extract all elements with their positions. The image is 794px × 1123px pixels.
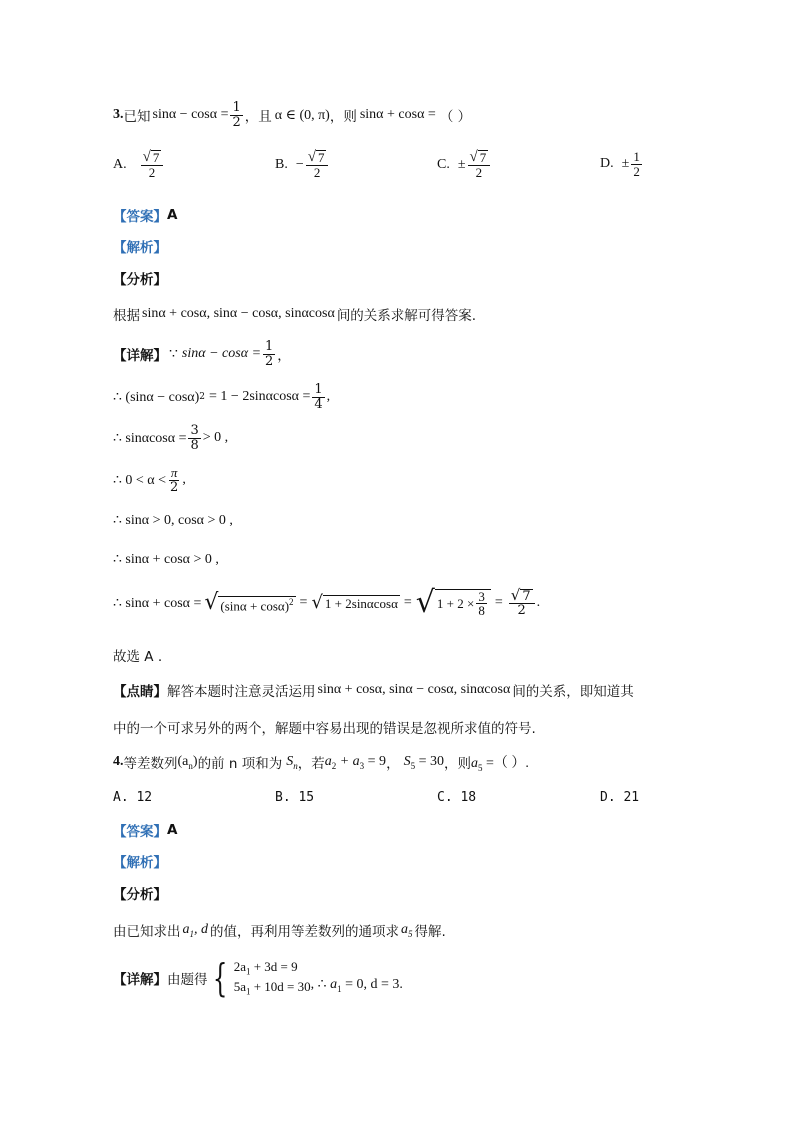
q3-option-b: [275, 150, 330, 180]
q3-because-symbol: ∵: [169, 346, 178, 362]
q3-option-c-num: √ 7: [468, 150, 491, 166]
q3-conclusion-text: 故选 A .: [113, 649, 163, 665]
q3-intro: 已知: [123, 109, 151, 126]
q3-option-c: [437, 150, 492, 180]
q4-eq2: $5a_1 + 10d = 30$: [233, 978, 311, 997]
q3-option-c-frac: [468, 150, 491, 180]
q3-fenxi-expr: sinα + cosα, sinα − cosα, sinαcosα: [142, 306, 335, 321]
q3-fenxi-pre: 根据: [113, 308, 140, 324]
q3-step-6-expr: ∴ sinα + cosα > 0 ,: [113, 552, 219, 567]
q3-option-b-sign: −: [295, 156, 304, 172]
q3-step-5-expr: ∴ sinα > 0, cosα > 0 ,: [113, 513, 233, 528]
q3-option-c-den: 2: [475, 165, 483, 180]
q3-ask-sep: ，则: [329, 109, 357, 126]
q3-step-7-eq-2: =: [403, 595, 412, 610]
left-brace-symbol: {: [212, 955, 227, 1000]
q3-fenxi-line: [113, 268, 167, 288]
q4-cond1: a: [324, 754, 332, 769]
q3-step-2-expr: ∴ (sinα − cosα): [113, 389, 200, 405]
q4-equation-system: [234, 958, 311, 997]
q3-step-1: [113, 340, 291, 368]
q3-step-6: [113, 551, 219, 568]
q4-result: , ∴ $a_1 = 0$, d = 3.: [310, 976, 403, 994]
q3-step-1-end: ，: [277, 348, 291, 365]
q3-step-2-mid: = 1 − 2sinαcosα =: [209, 389, 311, 405]
q4-option-c: C. 18: [437, 790, 477, 805]
q3-step-7-answer: √ 7 2: [509, 588, 535, 618]
q3-ask: sinα + cosα =: [359, 107, 436, 123]
q3-detail-tag: 【详解】: [113, 348, 167, 365]
q3-step-4-end: ,: [182, 472, 186, 488]
q4-analysis-tag: 【解析】: [113, 855, 167, 871]
q3-option-b-den: 2: [313, 165, 321, 180]
q3-step-2: [113, 383, 330, 411]
q3-step-1-expr: sinα − cosα =: [181, 346, 262, 362]
q3-step-2-frac: $\frac{1}{4}$: [314, 382, 323, 412]
q3-step-3-frac: $\frac{3}{8}$: [190, 423, 199, 453]
q3-answer-tag: 【答案】: [113, 209, 167, 225]
q3-fenxi-tag: 【分析】: [113, 272, 167, 288]
q4-fenxi-mid: 的值，再利用等差数列的通项求: [210, 924, 399, 940]
q4-text1: 等差数列: [123, 756, 178, 773]
q3-dianjing-tag: 【点睛】: [113, 684, 167, 700]
q3-step-3-end: > 0 ,: [202, 430, 229, 446]
q3-given-frac: [230, 101, 242, 129]
q3-dianjing-line2: [113, 717, 536, 737]
q3-step-7-lhs: ∴ sinα + cosα =: [113, 595, 202, 611]
q3-stem: [113, 101, 471, 129]
q4-answer-tag: 【答案】: [113, 824, 167, 840]
q4-number: 4.: [113, 754, 124, 770]
q4-cond2: S: [403, 754, 411, 769]
q4-sn: S: [286, 754, 294, 769]
q3-option-a-frac: [141, 150, 164, 180]
q3-number: 3.: [113, 107, 124, 123]
q4-detail-pre: 由题得: [167, 971, 208, 988]
q3-given-lhs: sinα − cosα =: [152, 107, 229, 123]
q4-text5: ，则: [443, 756, 471, 773]
q3-analysis-tag: 【解析】: [113, 240, 167, 256]
q3-fenxi-text: [113, 304, 476, 324]
q3-step-4-frac: $\frac{\pi}{2}$: [170, 465, 179, 495]
q4-stem: 4. 等差数列 $(a_n)$ 的前 n 项和为 $S_n$ ，若 $a_2 + a_3 = 9$ ， $S_5 = 30$ ，则 $a_5$ =（ ）.: [113, 754, 529, 773]
q3-step-3: [113, 424, 228, 452]
q3-analysis-line: [113, 236, 167, 256]
q3-option-b-label: B.: [275, 156, 288, 172]
q3-option-d-frac: [631, 150, 642, 178]
q4-fenxi-tag: 【分析】: [113, 887, 167, 903]
q3-step-2-exp: 2: [199, 392, 206, 403]
q3-conclusion: [113, 645, 162, 665]
q3-option-a-den: 2: [148, 165, 156, 180]
q4-fenxi-text: 由已知求出 $a_1$, d 的值，再利用等差数列的通项求 $a_5$ 得解.: [113, 921, 446, 940]
q4-detail-tag: 【详解】: [113, 971, 167, 988]
q3-step-7-eq-3: =: [494, 595, 503, 610]
q4-answer-line: [113, 820, 177, 840]
q3-option-d-sign: ±: [621, 156, 630, 172]
q4-fenxi-post: 得解.: [414, 924, 446, 940]
q3-option-a-num: √ 7: [141, 150, 164, 166]
q4-detail: [113, 955, 403, 1000]
q3-step-3-expr: ∴ sinαcosα =: [113, 430, 187, 446]
q3-option-b-num: √ 7: [306, 150, 329, 166]
q4-eq1: $2a_1 + 3d = 9$: [233, 959, 298, 977]
q3-option-d-num: 1: [633, 149, 640, 164]
q4-option-a: A. 12: [113, 790, 153, 805]
q4-answer-value: A: [167, 822, 178, 838]
q4-option-d: D. 21: [600, 790, 640, 805]
q3-given-frac-den: 2: [232, 114, 241, 130]
q3-step-2-end: ,: [326, 389, 331, 405]
q4-text2: 的前 n 项和为: [197, 756, 283, 773]
q3-step-5: [113, 512, 233, 529]
q4-seq: (a: [177, 754, 189, 769]
q3-step-4-expr: ∴ 0 < α <: [113, 472, 167, 488]
q3-step-1-frac: $\frac{1}{2}$: [265, 339, 274, 369]
q3-dianjing-line2-text: 中的一个可求另外的两个，解题中容易出现的错误是忽视所求值的符号.: [113, 721, 536, 737]
q3-dianjing-post: 间的关系，即知道其: [512, 684, 634, 700]
q3-option-d-label: D.: [600, 156, 614, 172]
q4-analysis-line: [113, 851, 167, 871]
q4-text4: ，: [386, 756, 400, 773]
q3-step-4: [113, 466, 186, 494]
q3-dianjing-expr: sinα + cosα, sinα − cosα, sinαcosα: [317, 682, 511, 697]
q3-option-c-label: C.: [437, 156, 450, 172]
q3-option-b-frac: [306, 150, 329, 180]
q3-step-7-root-3: √ 1 + 2 × $\frac{3}{8}$: [416, 588, 491, 618]
q3-option-c-sign: ±: [457, 156, 466, 172]
q4-fenxi-pre: 由已知求出: [113, 924, 181, 940]
q3-fenxi-post: 间的关系求解可得答案.: [336, 308, 477, 324]
q3-step-7-root-2: √ 1 + 2sinαcosα: [311, 592, 398, 613]
q3-step-7-end: .: [536, 595, 541, 610]
q3-step-7: [113, 585, 541, 620]
q3-dianjing: [113, 680, 634, 700]
q4-fenxi-line: [113, 883, 167, 903]
q3-given-sep: ，且: [244, 109, 272, 126]
q3-option-a: [113, 150, 165, 180]
q4-option-b: B. 15: [275, 790, 315, 805]
q3-option-d: [600, 150, 644, 178]
q3-answer-paren: （ ）: [439, 109, 472, 126]
q4-text3: ，若: [297, 756, 325, 773]
q3-option-a-label: A.: [113, 156, 127, 172]
q3-step-7-eq-1: =: [299, 595, 308, 610]
q3-option-d-den: 2: [633, 163, 640, 179]
q3-answer-line: [113, 205, 177, 225]
q4-ask: a: [470, 756, 478, 771]
q3-answer-value: A: [167, 207, 178, 223]
q3-domain: α ∈ (0, π): [274, 107, 330, 123]
q3-dianjing-pre: 解答本题时注意灵活运用: [167, 684, 316, 700]
q3-step-7-root-1: √ $(\sin\alpha + \cos\alpha)^2$: [204, 590, 294, 615]
q3-given-frac-num: 1: [232, 100, 241, 115]
